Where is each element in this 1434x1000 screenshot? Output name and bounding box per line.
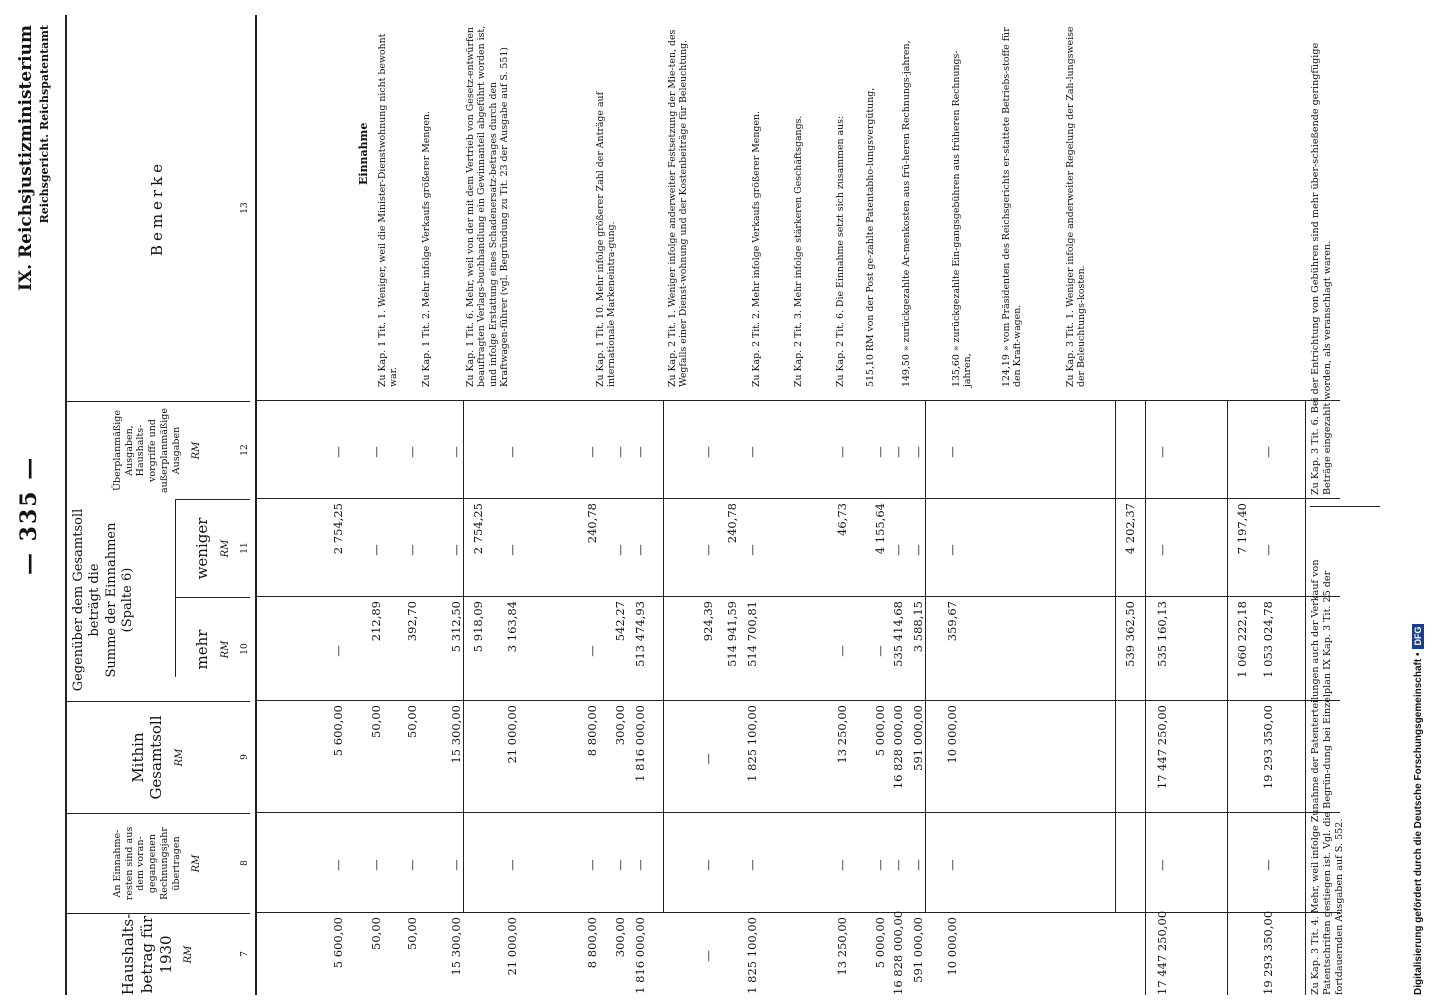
cell-c8: — <box>911 859 925 871</box>
cell-c10: 212,89 <box>369 601 383 642</box>
cell-c11: — <box>633 544 647 556</box>
cell-c8: — <box>405 859 419 871</box>
header-col-7: Haushalts- betrag für 1930 RM <box>65 913 250 995</box>
cell-c11: — <box>945 544 959 556</box>
cell-c7: 1 816 000,00 <box>633 917 647 994</box>
credit-text: Digitalisierung gefördert durch die Deutsche Forschungsgemeinschaft • <box>1412 652 1424 995</box>
cell-c11: 240,78 <box>585 503 599 544</box>
remark-einnahme-title: Einnahme <box>357 122 370 185</box>
cell-c12: — <box>369 446 383 458</box>
cell-c7: 15 300,00 <box>449 917 463 976</box>
cell-c10: 535 414,68 <box>891 601 905 667</box>
cell-c10: 5 918,09 <box>471 601 485 653</box>
cell-c10: 359,67 <box>945 601 959 642</box>
cell-c10: 514 700,81 <box>745 601 759 667</box>
colnum-9: 9 <box>240 754 250 760</box>
cell-c12: — <box>745 446 759 458</box>
header-col-11: weniger RM <box>175 499 250 597</box>
cell-c9: 1 816 000,00 <box>633 705 647 782</box>
cell-c11: 240,78 <box>725 503 739 544</box>
cell-c11: — <box>911 544 925 556</box>
cell-c11: — <box>891 544 905 556</box>
cell-c9: 17 447 250,00 <box>1155 705 1169 790</box>
cell-c10: 535 160,13 <box>1155 601 1169 667</box>
cell-c10: 3 163,84 <box>505 601 519 653</box>
cell-c10: 514 941,59 <box>725 601 739 667</box>
remark-kap3-tit1: Zu Kap. 3 Tit. 1. Weniger infolge anderweiter Regelung der Zah-lungsweise der Beleuchtungs-kosten. <box>1065 26 1088 387</box>
cell-c7: 1 825 100,00 <box>745 917 759 994</box>
cell-c12: — <box>945 446 959 458</box>
remark-kap1-tit10: Zu Kap. 1 Tit. 10. Mehr infolge größerer Zahl der Anträge auf internationale Markeneintra-gung. <box>595 91 618 387</box>
header-col-8: An Einnahme- resten sind aus dem voran- gegangenen Rechnungsjahr übertragen RM <box>65 813 250 913</box>
cell-c8: — <box>585 859 599 871</box>
cell-c10: 539 362,50 <box>1123 601 1137 667</box>
cell-c12: — <box>835 446 849 458</box>
remark-kap1-tit1: Zu Kap. 1 Tit. 1. Weniger, weil die Minister-Dienstwohnung nicht bewohnt war. <box>377 33 400 387</box>
remark-kap2-tit6-a: 515,10 RM von der Post ge-zahlte Patentabho-lungsvergütung, <box>865 87 876 387</box>
cell-c7: 591 000,00 <box>911 917 925 983</box>
cell-c10: 513 474,93 <box>633 601 647 667</box>
cell-c11: — <box>613 544 627 556</box>
header-col-9: Mithin Gesamtsoll RM <box>65 701 250 813</box>
cell-c12: — <box>891 446 905 458</box>
remark-kap2-tit6-c: 135,60 » zurückgezahlte Ein-gangsgebühren aus früheren Rechnungs-jahren, <box>951 50 974 387</box>
cell-c10: 3 588,15 <box>911 601 925 653</box>
cell-c11: — <box>449 544 463 556</box>
remark-kap2-tit3: Zu Kap. 2 Tit. 3. Mehr infolge stärkeren Geschäftsgangs. <box>793 115 804 387</box>
cell-c11: 2 754,25 <box>471 503 485 555</box>
cell-c9: 300,00 <box>613 705 627 746</box>
cell-c12: — <box>1155 446 1169 458</box>
cell-c11: — <box>405 544 419 556</box>
cell-c9: 5 000,00 <box>873 705 887 757</box>
dfg-logo: DFG <box>1412 624 1424 649</box>
cell-c8: — <box>701 859 715 871</box>
cell-c8: — <box>1261 859 1275 871</box>
cell-c12: — <box>505 446 519 458</box>
cell-c12: — <box>873 446 887 458</box>
remark-kap2-tit6: Zu Kap. 2 Tit. 6. Die Einnahme setzt sich zusammen aus: <box>835 115 846 387</box>
cell-c11: — <box>701 544 715 556</box>
remark-kap2-tit6-b: 149,50 » zurückgezahlte Ar-menkosten aus frü-heren Rechnungs-jahren, <box>901 40 912 387</box>
cell-c12: — <box>633 446 647 458</box>
cell-c9: 5 600,00 <box>331 705 345 757</box>
cell-c12: — <box>331 446 345 458</box>
remark-kap1-tit2: Zu Kap. 1 Tit. 2. Mehr infolge Verkaufs größerer Mengen. <box>421 111 432 387</box>
cell-c7: 8 800,00 <box>585 917 599 969</box>
cell-c7: — <box>701 950 715 962</box>
header-bottom-rule <box>255 15 257 995</box>
cell-c9: 19 293 350,00 <box>1261 705 1275 790</box>
cell-c8: — <box>505 859 519 871</box>
cell-c10: — <box>835 645 849 657</box>
cell-c7: 21 000,00 <box>505 917 519 976</box>
cell-c11: — <box>1261 544 1275 556</box>
cell-c8: — <box>891 859 905 871</box>
remark-kap2-tit1: Zu Kap. 2 Tit. 1. Weniger infolge anderweiter Festsetzung der Mie-ten, des Wegfalls einer Dienst-wohnung und der Kostenbeiträge für Beleuchtung. <box>667 29 690 387</box>
colnum-11: 11 <box>240 542 250 554</box>
digitization-credit <box>1398 5 1434 995</box>
page-number: — 335 — <box>16 455 42 575</box>
cell-c10: 924,39 <box>701 601 715 642</box>
cell-c10: 1 060 222,18 <box>1235 601 1249 678</box>
cell-c8: — <box>945 859 959 871</box>
cell-c10: 392,70 <box>405 601 419 642</box>
cell-c11: 4 155,64 <box>873 503 887 555</box>
cell-c9: 21 000,00 <box>505 705 519 764</box>
cell-c12: — <box>449 446 463 458</box>
footnote-kap3-tit4: Zu Kap. 3 Tit. 4. Mehr, weil infolge Zunahme der Patenterteilungen auch der Verkauf von Patentschriften gestiegen ist. Vgl. die Begrün-dung bei Einzelplan IX Kap. 3 Tit. 25 der fortdauernden Ausgaben auf S. 552. <box>1310 559 1345 995</box>
colnum-13: 13 <box>240 202 250 214</box>
cell-c8: — <box>835 859 849 871</box>
cell-c9: 15 300,00 <box>449 705 463 764</box>
cell-c12: — <box>585 446 599 458</box>
cell-c12: — <box>405 446 419 458</box>
cell-c7: 17 447 250,00 <box>1155 910 1169 995</box>
cell-c10: — <box>585 645 599 657</box>
cell-c8: — <box>331 859 345 871</box>
cell-c7: 50,00 <box>405 917 419 950</box>
cell-c9: 8 800,00 <box>585 705 599 757</box>
header-col-10: mehr RM <box>175 597 250 701</box>
cell-c11: 2 754,25 <box>331 503 345 555</box>
cell-c8: — <box>613 859 627 871</box>
cell-c11: 46,73 <box>835 503 849 536</box>
cell-c11: — <box>1155 544 1169 556</box>
cell-c7: 50,00 <box>369 917 383 950</box>
cell-c8: — <box>745 859 759 871</box>
cell-c7: 5 000,00 <box>873 917 887 969</box>
cell-c12: — <box>613 446 627 458</box>
cell-c8: — <box>449 859 463 871</box>
cell-c10: 5 312,50 <box>449 601 463 653</box>
cell-c11: — <box>369 544 383 556</box>
cell-c7: 16 828 000,00 <box>891 910 905 995</box>
cell-c11: — <box>745 544 759 556</box>
remark-kap1-tit6: Zu Kap. 1 Tit. 6. Mehr, weil von der mit dem Vertrieb von Gesetz-entwürfen beauftragten Verlags-buchhandlung ein Gewinnanteil abgeführt worden ist, und infolge Erstattung eines Schadenersatz-betrages durch den Kraftwagen-führer (vgl. Begründung zu Tit. 23 der Ausgabe auf S. 551) <box>465 25 510 387</box>
colnum-8: 8 <box>240 860 250 866</box>
colnum-10: 10 <box>240 643 250 655</box>
ministry-subtitle: Reichsgericht. Reichspatentamt <box>38 25 51 224</box>
cell-c7: 5 600,00 <box>331 917 345 969</box>
header-col-13: Bemerke <box>148 159 167 257</box>
colnum-12: 12 <box>240 444 250 456</box>
colnum-7: 7 <box>240 951 250 957</box>
cell-c11: 4 202,37 <box>1123 503 1137 555</box>
cell-c11: 7 197,40 <box>1235 503 1249 555</box>
cell-c9: 50,00 <box>405 705 419 738</box>
cell-c9: 13 250,00 <box>835 705 849 764</box>
cell-c9: 1 825 100,00 <box>745 705 759 782</box>
cell-c10: — <box>331 645 345 657</box>
cell-c11: — <box>505 544 519 556</box>
footnote-kap3-tit6: Zu Kap. 3 Tit. 6. Bei der Entrichtung von Gebühren sind mehr über-schießende geringfügige Beträge eingezahlt worden, als veranschlagt waren. <box>1310 42 1333 495</box>
cell-c8: — <box>369 859 383 871</box>
rotated-ledger-page <box>10 15 1400 995</box>
cell-c10: 1 053 024,78 <box>1261 601 1275 678</box>
cell-c8: — <box>1155 859 1169 871</box>
cell-c12: — <box>911 446 925 458</box>
cell-c7: 19 293 350,00 <box>1261 910 1275 995</box>
header-group-revenue: Gegenüber dem Gesamtsoll beträgt die Summe der Einnahmen (Spalte 6) <box>71 508 135 692</box>
cell-c10: 542,27 <box>613 601 627 642</box>
cell-c9: — <box>701 753 715 765</box>
cell-c10: — <box>873 645 887 657</box>
cell-c8: — <box>633 859 647 871</box>
cell-c12: — <box>1261 446 1275 458</box>
cell-c9: 50,00 <box>369 705 383 738</box>
remark-kap2-tit2: Zu Kap. 2 Tit. 2. Mehr infolge Verkaufs größerer Mengen. <box>751 111 762 387</box>
cell-c9: 10 000,00 <box>945 705 959 764</box>
cell-c8: — <box>873 859 887 871</box>
cell-c9: 16 828 000,00 <box>891 705 905 790</box>
cell-c12: — <box>701 446 715 458</box>
cell-c7: 10 000,00 <box>945 917 959 976</box>
ministry-title: IX. Reichsjustizministerium <box>16 25 36 291</box>
remark-kap2-tit6-d: 124,19 » vom Präsidenten des Reichsgerichts er-stattete Betriebs-stoffe für den Kraft-wagen. <box>1001 27 1024 387</box>
cell-c7: 13 250,00 <box>835 917 849 976</box>
header-col-12: Überplanmäßige Ausgaben, Haushalts- vorgriffe und außerplanmäßige Ausgaben RM <box>65 401 250 499</box>
cell-c7: 300,00 <box>613 917 627 958</box>
cell-c9: 591 000,00 <box>911 705 925 771</box>
